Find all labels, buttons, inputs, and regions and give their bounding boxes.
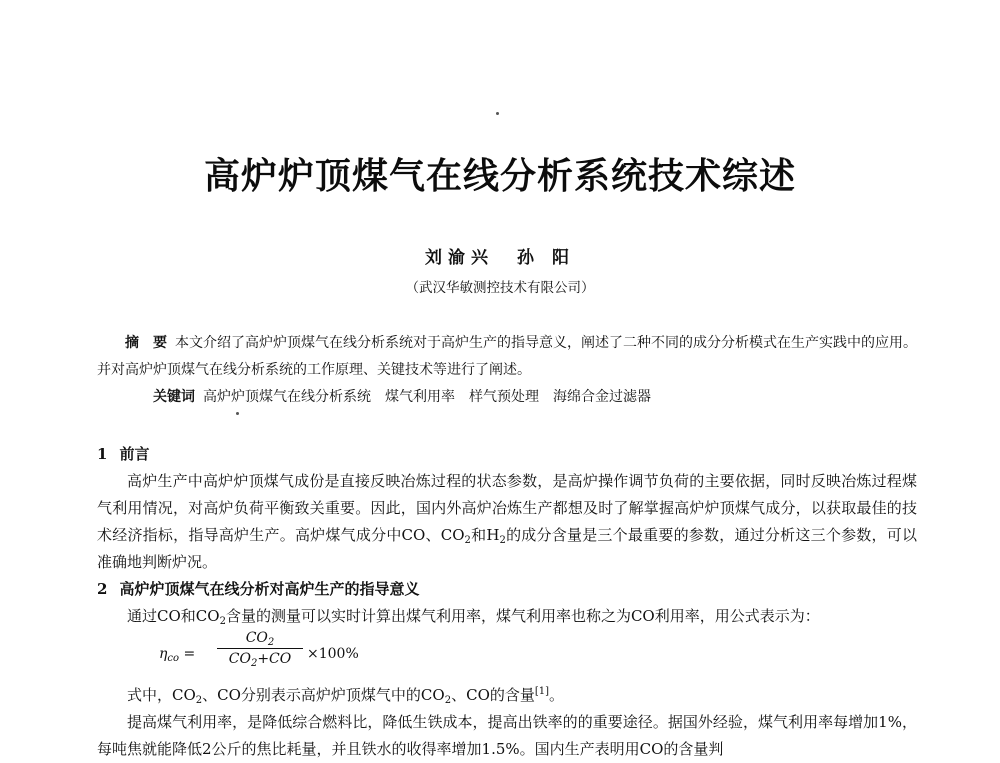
fraction-bar bbox=[217, 648, 303, 649]
paper-title: 高炉炉顶煤气在线分析系统技术综述 bbox=[203, 155, 796, 197]
section-number: 1 bbox=[97, 445, 108, 463]
text-run: 、CO的含量 bbox=[451, 686, 535, 704]
subscript: 2 bbox=[499, 535, 506, 546]
text-run: 。 bbox=[549, 686, 565, 704]
section-1-paragraph bbox=[97, 468, 917, 576]
section-2-heading bbox=[97, 576, 917, 603]
speck-mark bbox=[236, 412, 239, 415]
abstract-paragraph bbox=[97, 330, 917, 384]
section-title: 高炉炉顶煤气在线分析对高炉生产的指导意义 bbox=[119, 580, 420, 598]
subscript: 2 bbox=[444, 695, 452, 706]
text-run: 、CO分别表示高炉炉顶煤气中的CO bbox=[202, 686, 445, 704]
author-affiliation: （武汉华敏测控技术有限公司） bbox=[405, 280, 595, 296]
abstract-block bbox=[97, 330, 917, 411]
subscript: 2 bbox=[195, 695, 203, 706]
equals-sign: = bbox=[183, 646, 196, 662]
keyword-term: 样气预处理 bbox=[469, 389, 539, 405]
text-run: CO bbox=[245, 630, 268, 646]
section-number: 2 bbox=[97, 580, 108, 598]
section-2-paragraph-3: 提高煤气利用率，是降低综合燃料比，降低生铁成本，提高出铁率的的重要途径。据国外经验，煤气利用率每增加1%，每吨焦就能降低2公斤的焦比耗量，并且铁水的收得率增加1.5%。国内生产表明用CO的含量判 bbox=[97, 713, 917, 758]
text-run: 式中，CO bbox=[127, 686, 196, 704]
text-run: CO bbox=[228, 651, 251, 667]
keyword-term: 海绵合金过滤器 bbox=[553, 389, 651, 405]
citation-ref[interactable]: [1] bbox=[534, 686, 550, 697]
abstract-text: 本文介绍了高炉炉顶煤气在线分析系统对于高炉生产的指导意义，阐述了二种不同的成分分析模式在生产实践中的应用。并对高炉炉顶煤气在线分析系统的工作原理、关键技术等进行了阐述。 bbox=[97, 335, 917, 378]
co-utilization-formula bbox=[159, 630, 917, 682]
keywords-label: 关键词 bbox=[153, 389, 195, 405]
keywords-line bbox=[97, 384, 917, 411]
text-run: 含量的测量可以实时计算出煤气利用率，煤气利用率也称之为CO利用率，用公式表示为： bbox=[225, 607, 820, 625]
formula-multiplier: ×100% bbox=[307, 646, 359, 662]
eta-symbol: η bbox=[159, 646, 168, 662]
abstract-label: 摘 要 bbox=[125, 335, 167, 351]
text-run: 通过CO和CO bbox=[127, 607, 220, 625]
subscript: 2 bbox=[464, 535, 471, 546]
subscript: co bbox=[167, 653, 180, 664]
text-run: 和H bbox=[470, 526, 500, 544]
keyword-term: 煤气利用率 bbox=[385, 389, 455, 405]
formula-lhs bbox=[159, 646, 195, 662]
section-2-paragraph-1 bbox=[97, 603, 917, 630]
section-1-heading bbox=[97, 441, 917, 468]
body-text bbox=[97, 441, 917, 763]
subscript: 2 bbox=[250, 658, 258, 669]
section-title: 前言 bbox=[119, 445, 150, 463]
section-2-paragraph-2 bbox=[97, 682, 917, 709]
text-run: +CO bbox=[257, 651, 292, 667]
subscript: 2 bbox=[219, 616, 226, 627]
author-names: 刘渝兴 孙 阳 bbox=[425, 248, 575, 268]
text-run: 的成分含量是三个最重要的参数，通过分析这三个参数，可以准确地判断炉况。 bbox=[97, 526, 917, 571]
subscript: 2 bbox=[267, 637, 275, 648]
fraction-denominator bbox=[229, 651, 292, 667]
formula-fraction bbox=[217, 630, 303, 667]
fraction-numerator bbox=[246, 630, 275, 646]
speck-mark bbox=[496, 112, 499, 115]
keyword-term: 高炉炉顶煤气在线分析系统 bbox=[203, 389, 371, 405]
text-run: 高炉生产中高炉炉顶煤气成份是直接反映冶炼过程的状态参数，是高炉操作调节负荷的主要依据，同时反映冶炼过程煤气利用情况，对高炉负荷平衡致关重要。因此，国内外高炉冶炼生产都想及时了解掌握高炉炉顶煤气成分，以获取最佳的技术经济指标，指导高炉生产。高炉煤气成分中CO、CO bbox=[97, 472, 917, 544]
